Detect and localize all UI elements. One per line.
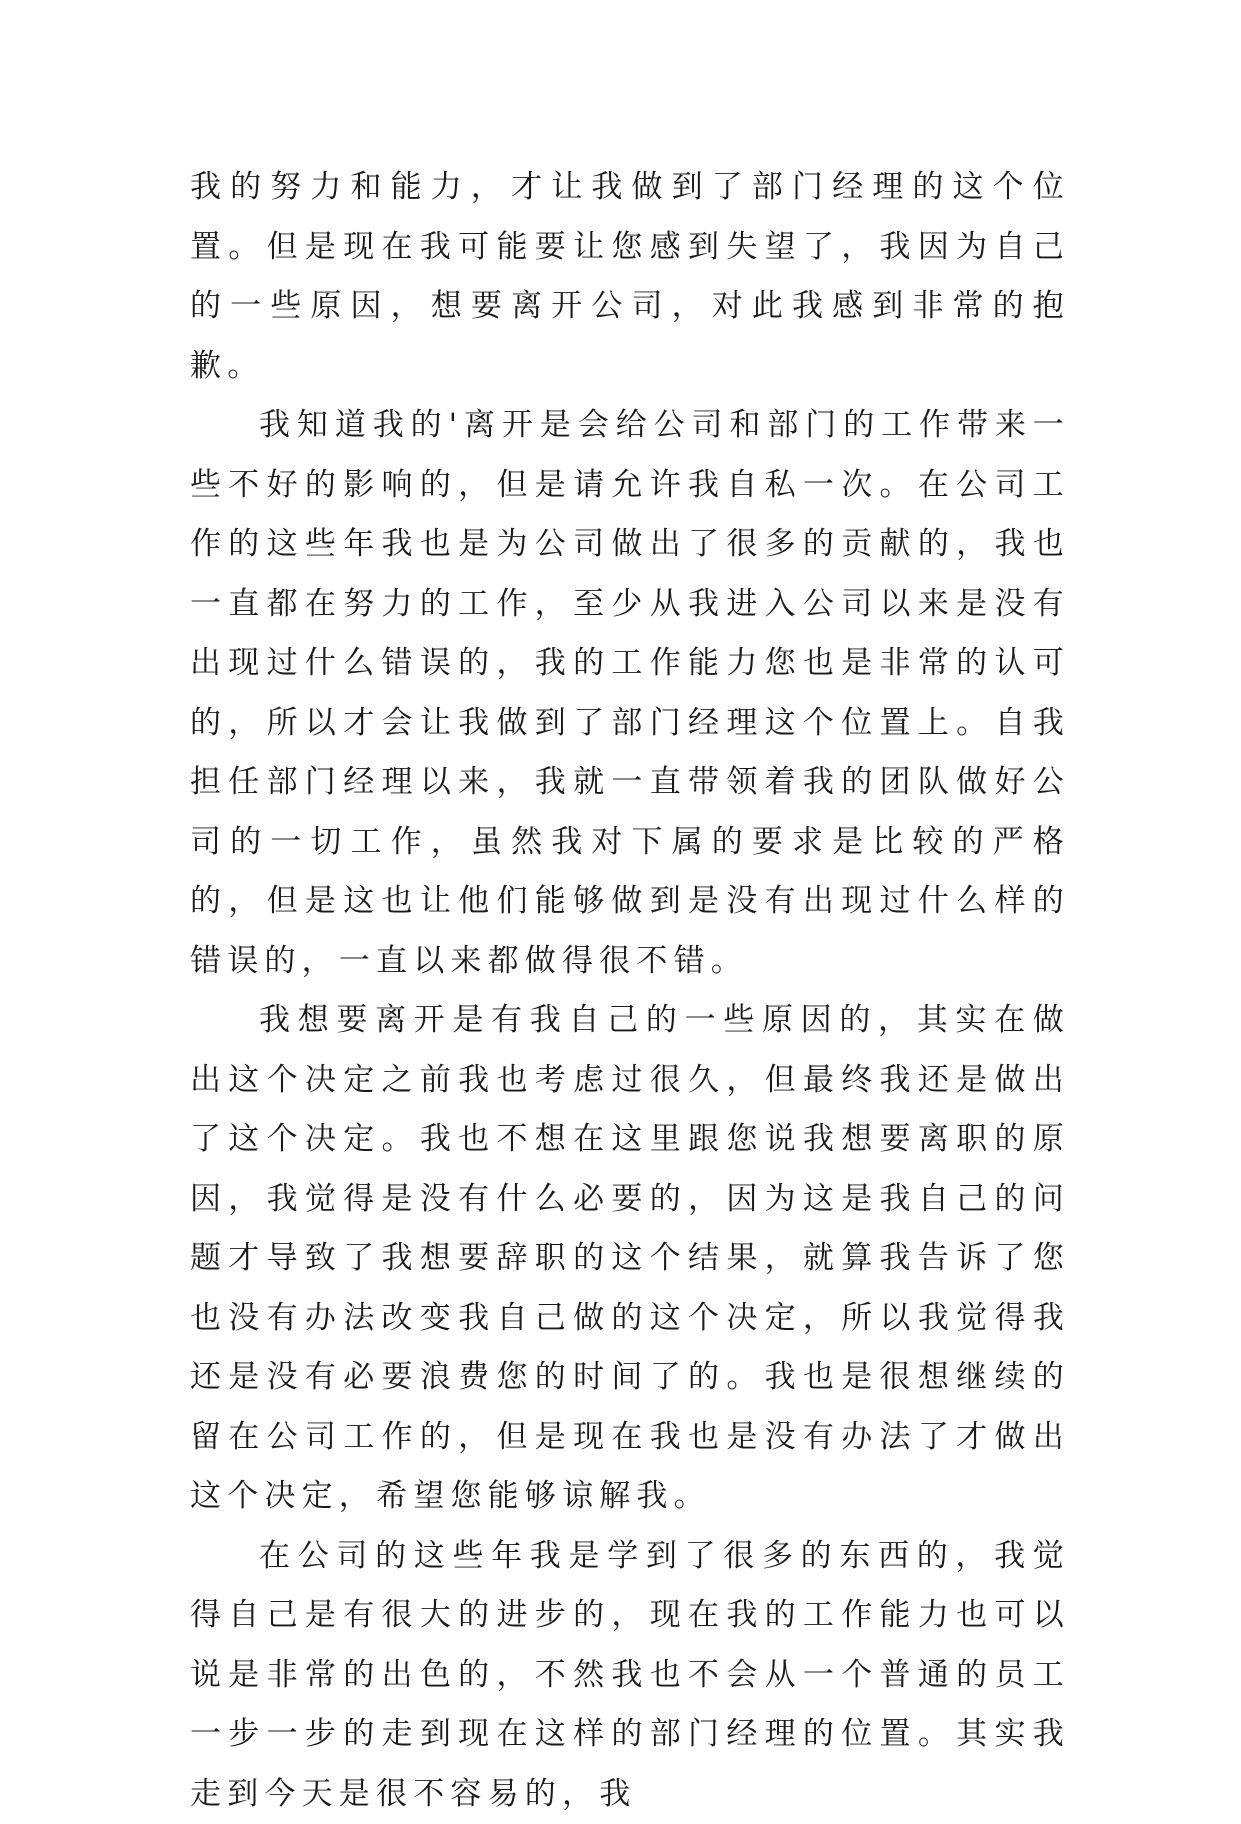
paragraph-reasons: 我想要离开是有我自己的一些原因的，其实在做出这个决定之前我也考虑过很久，但最终我还是做出了这个决定。我也不想在这里跟您说我想要离职的原因，我觉得是没有什么必要的，因为这是我自己的问题才导致了我想要辞职的这个结果，就算我告诉了您也没有办法改变我自己做的这个决定，所以我觉得我还是没有必要浪费您的时间了的。我也是很想继续的留在公司工作的，但是现在我也是没有办法了才做出这个决定，希望您能够谅解我。: [190, 991, 1070, 1527]
paragraph-impact: 我知道我的'离开是会给公司和部门的工作带来一些不好的影响的，但是请允许我自私一次。在公司工作的这些年我也是为公司做出了很多的贡献的，我也一直都在努力的工作，至少从我进入公司以来是没有出现过什么错误的，我的工作能力您也是非常的认可的，所以才会让我做到了部门经理这个位置上。自我担任部门经理以来，我就一直带领着我的团队做好公司的一切工作，虽然我对下属的要求是比较的严格的，但是这也让他们能够做到是没有出现过什么样的错误的，一直以来都做得很不错。: [190, 396, 1070, 991]
paragraph-growth: 在公司的这些年我是学到了很多的东西的，我觉得自己是有很大的进步的，现在我的工作能力也可以说是非常的出色的，不然我也不会从一个普通的员工一步一步的走到现在这样的部门经理的位置。其实我走到今天是很不容易的，我: [190, 1527, 1070, 1824]
paragraph-continuation: 我的努力和能力，才让我做到了部门经理的这个位置。但是现在我可能要让您感到失望了，我因为自己的一些原因，想要离开公司，对此我感到非常的抱歉。: [190, 158, 1070, 396]
document-body: [190, 158, 1070, 1824]
